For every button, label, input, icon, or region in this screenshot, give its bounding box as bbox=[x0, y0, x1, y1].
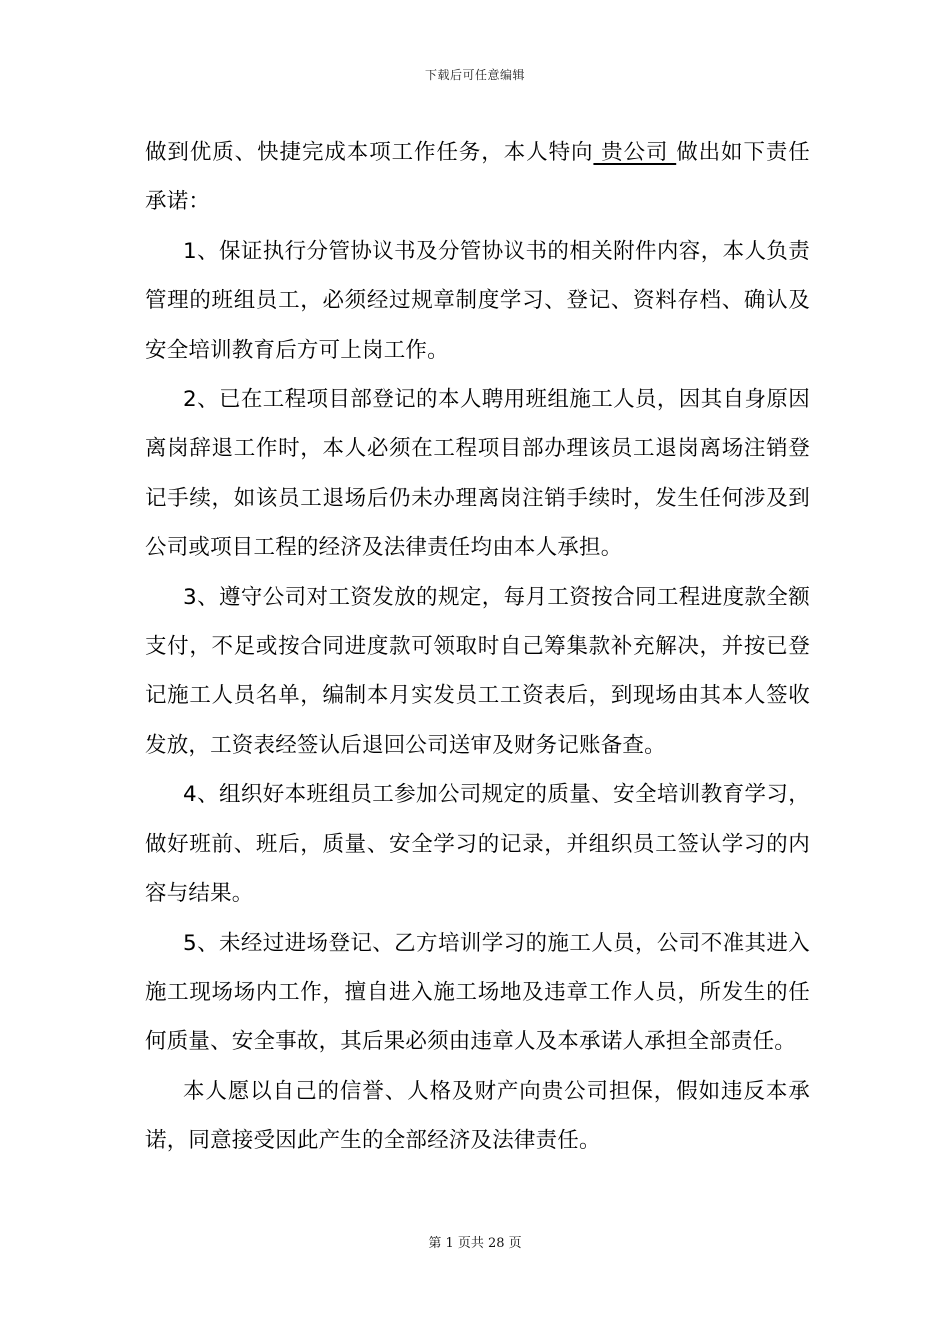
commitment-item-3: 3、遵守公司对工资发放的规定，每月工资按合同工程进度款全额支付，不足或按合同进度款可领取时自己筹集款补充解决，并按已登记施工人员名单，编制本月实发员工工资表后，到现场由其本人签收发放，工资表经签认后退回公司送审及财务记账备查。 bbox=[145, 584, 810, 758]
intro-paragraph bbox=[145, 128, 810, 227]
intro-underlined-company: 贵公司 bbox=[593, 140, 677, 165]
closing-paragraph: 本人愿以自己的信誉、人格及财产向贵公司担保，假如违反本承诺，同意接受因此产生的全部经济及法律责任。 bbox=[145, 1078, 810, 1154]
document-body bbox=[145, 128, 810, 1166]
commitment-item-2: 2、已在工程项目部登记的本人聘用班组施工人员，因其自身原因离岗辞退工作时，本人必须在工程项目部办理该员工退岗离场注销登记手续，如该员工退场后仍未办理离岗注销手续时，发生任何涉及到公司或项目工程的经济及法律责任均由本人承担。 bbox=[145, 387, 810, 561]
commitment-item-5: 5、未经过进场登记、乙方培训学习的施工人员，公司不准其进入施工现场场内工作，擅自进入施工场地及违章工作人员，所发生的任何质量、安全事故，其后果必须由违章人及本承诺人承担全部责任。 bbox=[145, 930, 810, 1055]
commitment-item-4: 4、组织好本班组员工参加公司规定的质量、安全培训教育学习，做好班前、班后，质量、安全学习的记录，并组织员工签认学习的内容与结果。 bbox=[145, 782, 810, 907]
intro-text-before: 做到优质、快捷完成本项工作任务，本人特向 bbox=[145, 140, 594, 165]
page-number-footer: 第 1 页共 28 页 bbox=[428, 1236, 522, 1251]
intro-text-after: 做出如下责任承诺： bbox=[145, 140, 811, 215]
page-header-note: 下载后可任意编辑 bbox=[424, 68, 525, 82]
commitment-item-1: 1、保证执行分管协议书及分管协议书的相关附件内容，本人负责管理的班组员工，必须经过规章制度学习、登记、资料存档、确认及安全培训教育后方可上岗工作。 bbox=[145, 238, 810, 363]
